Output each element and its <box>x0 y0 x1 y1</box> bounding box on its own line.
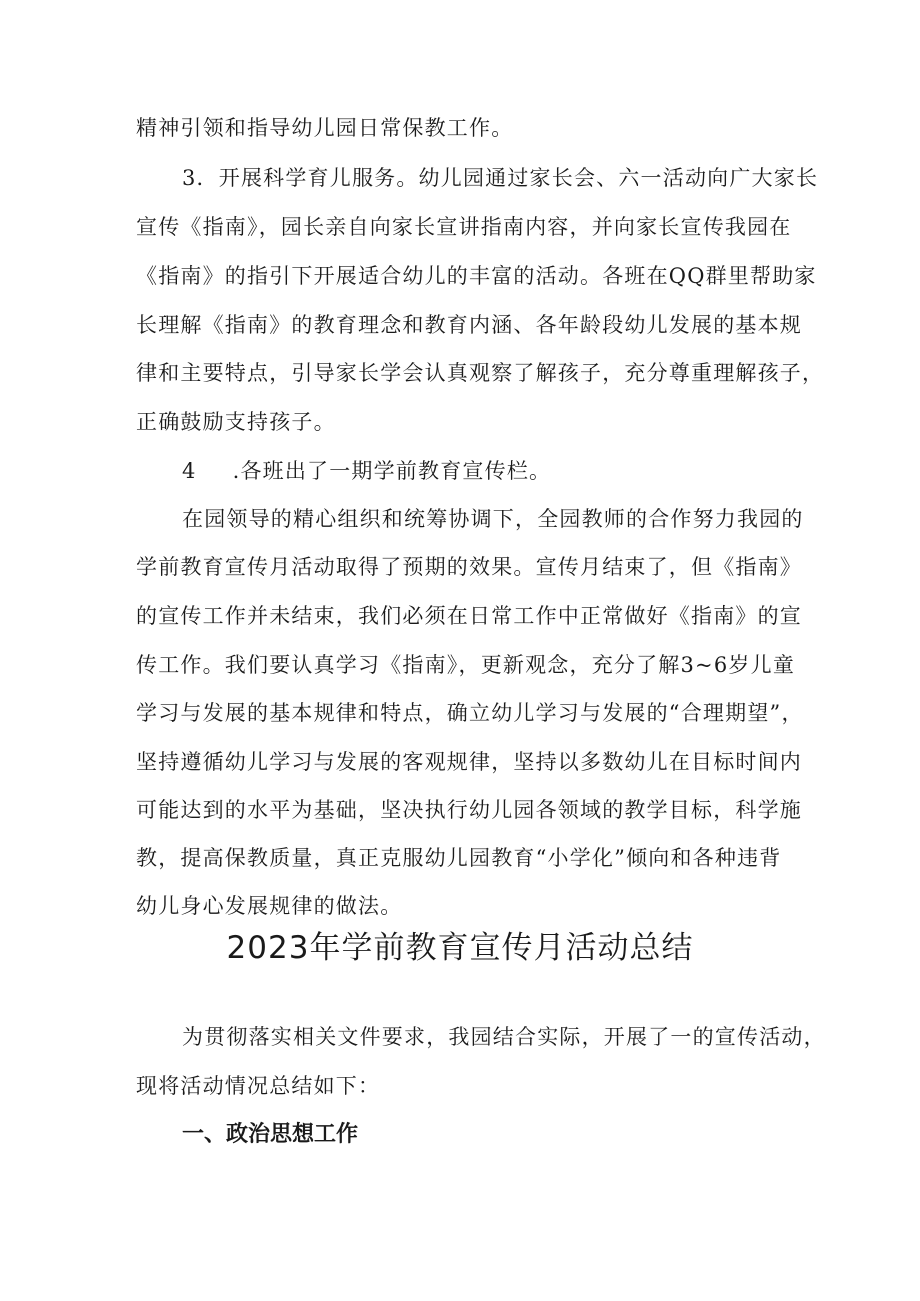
paragraph-line: 3．开展科学育儿服务。幼儿园通过家长会、六一活动向广大家长 <box>182 166 819 190</box>
paragraph-line: 律和主要特点，引导家长学会认真观察了解孩子，充分尊重理解孩子， <box>136 361 825 385</box>
paragraph-line: 宣传《指南》，园长亲自向家长宣讲指南内容，并向家长宣传我园在 <box>136 215 792 239</box>
paragraph-line: 精神引领和指导幼儿园日常保教工作。 <box>136 116 514 140</box>
paragraph-line: 传工作。我们要认真学习《指南》，更新观念，充分了解3~6岁儿童 <box>136 653 796 677</box>
paragraph-line: 在园领导的精心组织和统筹协调下，全园教师的合作努力我园的 <box>182 507 804 531</box>
document-title: 2023年学前教育宣传月活动总结 <box>226 930 694 966</box>
intro-line: 现将活动情况总结如下： <box>136 1074 381 1098</box>
paragraph-line: 教，提高保教质量，真正克服幼儿园教育“小学化”倾向和各种违背 <box>136 846 782 870</box>
paragraph-line: 坚持遵循幼儿学习与发展的客观规律，坚持以多数幼儿在目标时间内 <box>136 750 802 774</box>
list-item-number: 4 <box>182 459 197 483</box>
intro-line: 为贯彻落实相关文件要求，我园结合实际，开展了一的宣传活动， <box>182 1025 826 1049</box>
list-item-4 <box>182 456 842 486</box>
paragraph-line: 学前教育宣传月活动取得了预期的效果。宣传月结束了，但《指南》 <box>136 555 802 579</box>
paragraph-line: 学习与发展的基本规律和特点，确立幼儿学习与发展的“合理期望”， <box>136 701 804 725</box>
paragraph-line: 正确鼓励支持孩子。 <box>136 410 336 434</box>
paragraph-line: 可能达到的水平为基础，坚决执行幼儿园各领域的教学目标，科学施 <box>136 798 802 822</box>
section-heading: 一、政治思想工作 <box>182 1122 359 1147</box>
list-item-text: .各班出了一期学前教育宣传栏。 <box>232 459 552 483</box>
paragraph-line: 的宣传工作并未结束，我们必须在日常工作中正常做好《指南》的宣 <box>136 604 802 628</box>
paragraph-line: 《指南》的指引下开展适合幼儿的丰富的活动。各班在QQ群里帮助家 <box>136 264 817 288</box>
paragraph-line: 幼儿身心发展规律的做法。 <box>136 894 403 918</box>
paragraph-line: 长理解《指南》的教育理念和教育内涵、各年龄段幼儿发展的基本规 <box>136 313 802 337</box>
